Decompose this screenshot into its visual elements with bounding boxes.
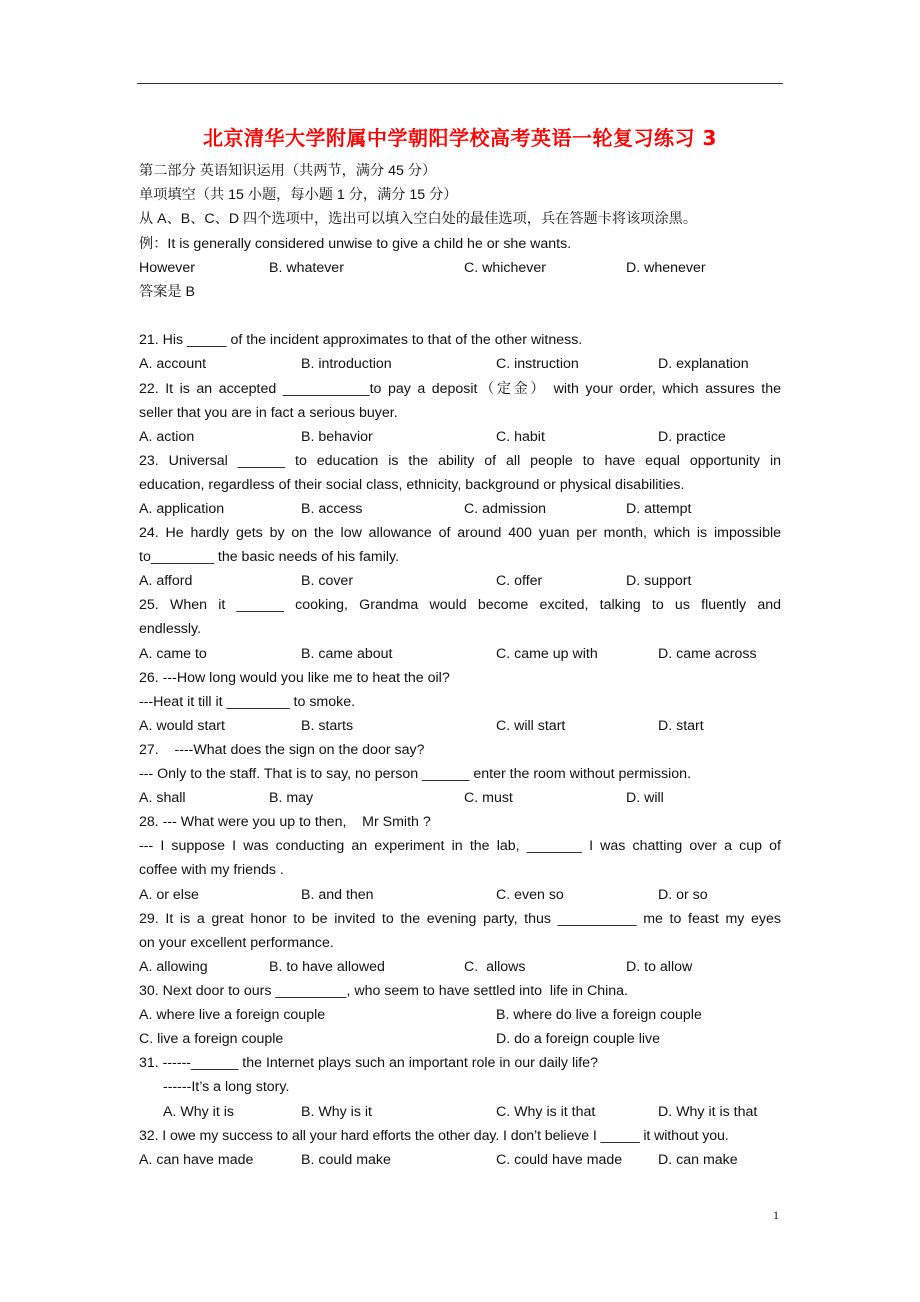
example-stem: 例：It is generally considered unwise to give a child he or she wants.	[139, 236, 572, 252]
question-stem: 21. His _____ of the incident approximates to that of the other witness.	[139, 332, 583, 348]
option-a: A. or else	[139, 887, 199, 903]
header-rule	[137, 83, 783, 84]
option-b: B. cover	[301, 573, 354, 589]
question-stem-cont: seller that you are in fact a serious buyer.	[139, 405, 398, 421]
option-b: B. came about	[301, 646, 393, 662]
option-d: D. will	[626, 790, 664, 806]
example-option-b: B. whatever	[269, 260, 344, 276]
option-c: C. even so	[496, 887, 564, 903]
page-number: 1	[773, 1208, 779, 1222]
option-a: A. account	[139, 356, 207, 372]
example-option-a: However	[139, 260, 195, 276]
question-stem-cont: on your excellent performance.	[139, 935, 334, 951]
option-c: C. offer	[496, 573, 543, 589]
option-a: A. would start	[139, 718, 225, 734]
option-d: D. can make	[658, 1152, 738, 1168]
option-c: C. allows	[464, 959, 526, 975]
example-option-d: D. whenever	[626, 260, 706, 276]
option-d: D. or so	[658, 887, 708, 903]
option-a: A. afford	[139, 573, 193, 589]
option-d: D. explanation	[658, 356, 749, 372]
option-d: D. came across	[658, 646, 757, 662]
option-c: C. Why is it that	[496, 1104, 596, 1120]
question-stem-cont: ---Heat it till it ________ to smoke.	[139, 694, 356, 710]
option-c: C. instruction	[496, 356, 579, 372]
option-c: C. could have made	[496, 1152, 623, 1168]
question-stem: 28. --- What were you up to then, Mr Smith ?	[139, 814, 431, 830]
option-b: B. access	[301, 501, 363, 517]
option-b: B. where do live a foreign couple	[496, 1007, 702, 1023]
option-a: A. shall	[139, 790, 186, 806]
section-heading: 第二部分 英语知识运用（共两节，满分 45 分）	[139, 163, 437, 179]
question-stem: 25. When it ______ cooking, Grandma would become excited, talking to us fluently and	[139, 597, 781, 613]
option-c: C. admission	[464, 501, 547, 517]
question-stem-cont: to________ the basic needs of his family.	[139, 549, 400, 565]
option-b: B. behavior	[301, 429, 373, 445]
option-b: B. and then	[301, 887, 374, 903]
question-stem: 27. ----What does the sign on the door say?	[139, 742, 425, 758]
subsection-heading: 单项填空（共 15 小题，每小题 1 分，满分 15 分）	[139, 187, 458, 203]
question-stem: 24. He hardly gets by on the low allowance of around 400 yuan per month, which is impossible	[139, 525, 781, 541]
option-c: C. came up with	[496, 646, 598, 662]
example-option-c: C. whichever	[464, 260, 547, 276]
option-c: C. live a foreign couple	[139, 1031, 284, 1047]
option-d: D. practice	[658, 429, 726, 445]
option-a: A. Why it is	[163, 1104, 234, 1120]
option-b: B. starts	[301, 718, 354, 734]
question-stem-cont: --- I suppose I was conducting an experiment in the lab, _______ I was chatting over a cup of	[139, 838, 781, 854]
option-b: B. could make	[301, 1152, 391, 1168]
option-d: D. attempt	[626, 501, 692, 517]
question-stem: 30. Next door to ours _________, who seem to have settled into life in China.	[139, 983, 628, 999]
option-a: A. action	[139, 429, 195, 445]
example-answer: 答案是 B	[139, 284, 195, 300]
question-stem-cont-2: coffee with my friends .	[139, 862, 284, 878]
question-stem: 29. It is a great honor to be invited to the evening party, thus __________ me to feast my eyes	[139, 911, 781, 927]
question-stem-cont: education, regardless of their social class, ethnicity, background or physical disabilities.	[139, 477, 685, 493]
option-c: C. must	[464, 790, 513, 806]
option-a: A. application	[139, 501, 225, 517]
question-stem: 31. ------______ the Internet plays such an important role in our daily life?	[139, 1055, 598, 1071]
instruction-text: 从 A、B、C、D 四个选项中，选出可以填入空白处的最佳选项，兵在答题卡将该项涂黑。	[139, 211, 698, 227]
question-stem-cont: endlessly.	[139, 621, 202, 637]
option-d: D. support	[626, 573, 692, 589]
question-stem: 22. It is an accepted ___________to pay a deposit（定金） with your order, which assures the	[139, 381, 781, 397]
option-a: A. where live a foreign couple	[139, 1007, 326, 1023]
option-d: D. Why it is that	[658, 1104, 758, 1120]
option-d: D. do a foreign couple live	[496, 1031, 661, 1047]
option-b: B. Why is it	[301, 1104, 372, 1120]
option-a: A. allowing	[139, 959, 208, 975]
option-b: B. may	[269, 790, 314, 806]
question-stem-cont: ------It’s a long story.	[163, 1079, 290, 1095]
question-stem-cont: --- Only to the staff. That is to say, no person ______ enter the room without permission.	[139, 766, 692, 782]
question-stem: 23. Universal ______ to education is the ability of all people to have equal opportunity in	[139, 453, 781, 469]
question-stem: 26. ---How long would you like me to heat the oil?	[139, 670, 450, 686]
option-a: A. can have made	[139, 1152, 254, 1168]
document-title: 北京清华大学附属中学朝阳学校高考英语一轮复习练习 3	[203, 126, 717, 150]
option-a: A. came to	[139, 646, 207, 662]
option-b: B. to have allowed	[269, 959, 385, 975]
option-c: C. habit	[496, 429, 545, 445]
question-stem: 32. I owe my success to all your hard efforts the other day. I don’t believe I _____ it without you.	[139, 1128, 729, 1144]
option-d: D. start	[658, 718, 704, 734]
option-c: C. will start	[496, 718, 566, 734]
option-d: D. to allow	[626, 959, 693, 975]
option-b: B. introduction	[301, 356, 392, 372]
